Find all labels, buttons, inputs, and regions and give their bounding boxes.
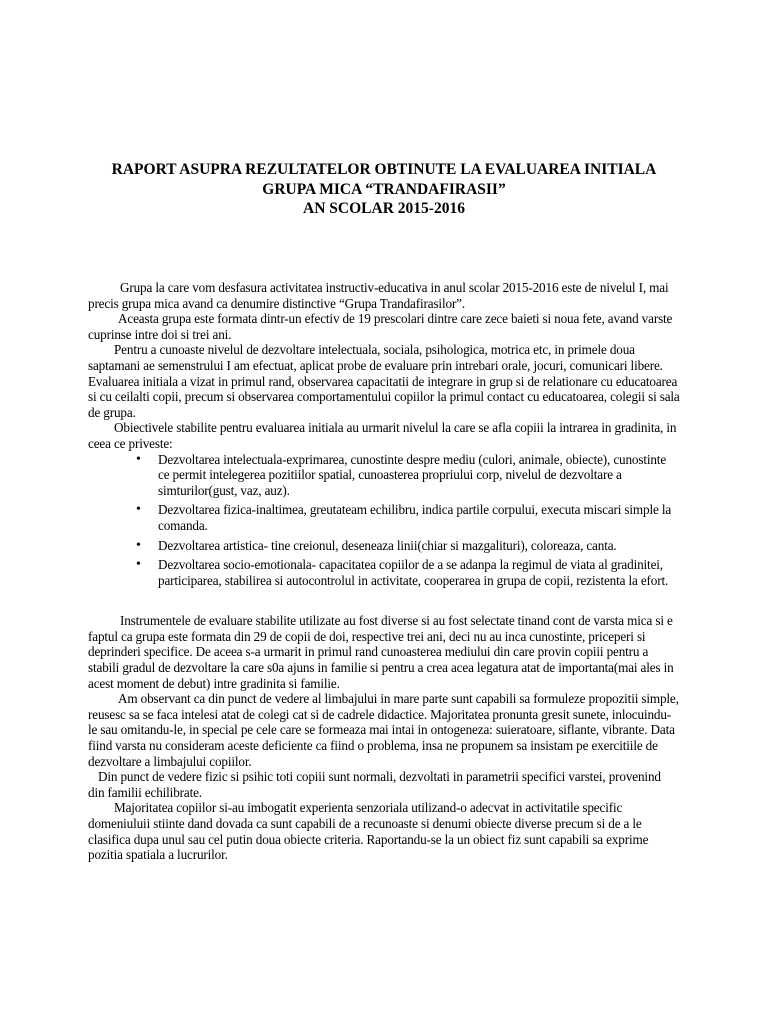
paragraph-evaluation: Pentru a cunoaste nivelul de dezvoltare intelectuala, sociala, psihologica, motrica etc, in primele doua saptamani ae semenstrului I am efectuat, aplicat probe de evaluare prin intrebari orale, jocuri, comunicari libere. Evaluarea initiala a vizat in primul rand, observarea capacitatii de integrare in grup si de relationare cu educatoarea si cu ceilalti copii, precum si observarea comportamentului copiilor la primul contact cu educatoarea, colegii si sala de grupa. [88,342,680,420]
paragraph-language: Am observant ca din punct de vedere al limbajului in mare parte sunt capabili sa formuleze propozitii simple, reusesc sa se faca intelesi atat de colegi cat si de cadrele didactice. Majoritatea pronunta gresit sunete, inlocuindu-le sau omitandu-le, in special pe cele care se formeaza mai intai in ontogeneza: suieratoare, siflante, vibrante. Data fiind varsta nu consideram aceste deficiente ca fiind o problema, insa ne propunem sa insistam pe exercitiile de dezvoltare a limbajului copiilor. [88,691,679,769]
objective-item: • Dezvoltarea fizica-inaltimea, greutateam echilibru, indica partile corpului, executa miscari simple la comanda. [158,502,680,533]
paragraph-objectives: Obiectivele stabilite pentru evaluarea initiala au urmarit nivelul la care se afla copiii la intrarea in gradinita, in ceea ce priveste: [88,420,677,451]
paragraph-intro: Grupa la care vom desfasura activitatea instructiv-educativa in anul scolar 2015-2016 este de nivelul I, mai precis grupa mica avand ca denumire distinctive “Grupa Trandafirasilor”. [88,280,669,311]
paragraph-instruments: Instrumentele de evaluare stabilite utilizate au fost diverse si au fost selectate tinand cont de varsta mica si e faptul ca grupa este formata din 29 de copii de doi, respective trei ani, deci nu au inca cunostinte, priceperi si deprinderi specifice. De aceea s-a urmarit in primul rand cunoasterea mediului din care provin copiii pentru a stabili gradul de dezvoltare la care s0a ajuns in familie si pentru a crea acea legatura atat de importanta(mai ales in acest moment de debut) intre gradinita si familie. [88,613,674,691]
title-line-2: GRUPA MICA “TRANDAFIRASII” [262,180,506,198]
document-title [88,160,680,219]
objectives-list [88,452,680,589]
document-body [88,280,680,863]
objective-item: • Dezvoltarea intelectuala-exprimarea, cunostinte despre mediu (culori, animale, obiecte), cunostinte ce permit intelegerea pozitiilor spatial, cunoasterea propriului corp, nivelul de dezvoltare a simturilor(gust, vaz, auz). [158,452,680,499]
spacer [88,592,680,613]
paragraph-sensory: Majoritatea copiilor si-au imbogatit experienta senzoriala utilizand-o adecvat in activitatile specific domeniuluii stiinte dand dovada ca sunt capabili de a recunoaste si denumi obiecte diverse precum si de a le clasifica dupa unul sau cel putin doua obiecte criteria. Raportandu-se la un obiect fiz sunt capabili sa exprime pozitia spatiala a lucrurilor. [88,800,649,863]
title-line-3: AN SCOLAR 2015-2016 [303,200,465,217]
paragraph-group-composition: Aceasta grupa este formata dintr-un efectiv de 19 prescolari dintre care zece baieti si noua fete, avand varste cuprinse intre doi si trei ani. [88,311,673,342]
title-line-1: RAPORT ASUPRA REZULTATELOR OBTINUTE LA EVALUAREA INITIALA [111,161,657,178]
objective-item: • Dezvoltarea socio-emotionala- capacitatea copiilor de a se adanpa la regimul de viata al gradinitei, participarea, stabilirea si autocontrolul in activitate, cooperarea in grupa de copii, rezistenta la efort. [158,557,680,588]
objective-item: • Dezvoltarea artistica- tine creionul, deseneaza linii(chiar si mazgalituri), coloreaza, canta. [158,538,680,554]
paragraph-physical: Din punct de vedere fizic si psihic toti copiii sunt normali, dezvoltati in parametrii specifici varstei, provenind din familii echilibrate. [88,769,661,800]
